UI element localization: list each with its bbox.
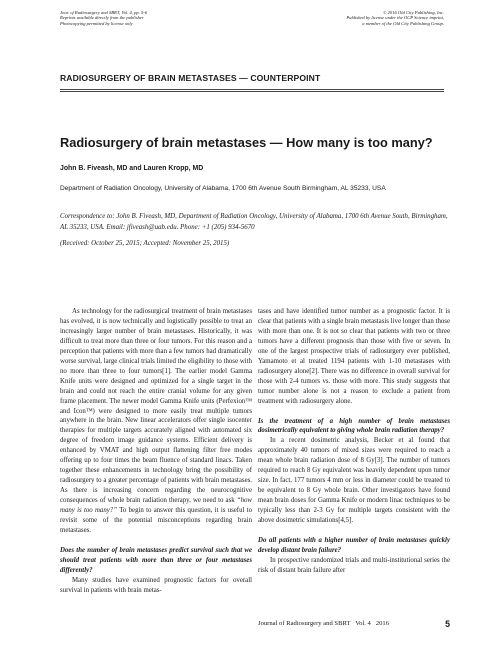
- section-rule-top: [60, 89, 444, 90]
- body-column-left: [60, 307, 252, 596]
- received-dates: (Received: October 25, 2015; Accepted: November 25, 2015): [60, 240, 230, 247]
- header-copyright: © 2016 Old City Publishing, Inc. Published by license under the OCP Science imprint, a member of the Old City Publishing Group.: [346, 10, 444, 26]
- section-question: Does the number of brain metastases predict survival such that we should treat patients with more than three or four metastases differently?: [60, 546, 252, 574]
- body-paragraph: [60, 307, 252, 536]
- article-title: Radiosurgery of brain metastases — How many is too many?: [60, 135, 433, 150]
- footer-journal: Journal of Radiosurgery and SBRT Vol. 4 2016: [258, 620, 389, 627]
- body-paragraph: In a recent dosimetric analysis, Becker et al found that approximately 40 tumors of mixed sizes were required to reach a mean whole brain radiation dose of 8 Gy[3]. The number of tumors required to reach 8 Gy equivalent was heavily dependent upon tumor size. In fact, 177 tumors 4 mm or less in diameter could be treated to be equivalent to 8 Gy whole brain. Other investigators have found mean brain doses for Gamma Knife or modern linac techniques to be typically less than 2-3 Gy for multiple targets consistent with the above dosimetric simulations[4,5].: [258, 437, 450, 525]
- section-rule-bottom: [60, 91, 444, 92]
- section-question: Do all patients with a higher number of brain metastases quickly develop distant brain failure?: [258, 537, 450, 554]
- page-footer: [258, 620, 450, 627]
- body-paragraph: In prospective randomized trials and multi-institutional series the risk of distant brain failure after: [258, 556, 450, 574]
- body-quote: “how many is too many?”: [60, 497, 252, 515]
- header-journal-info: Jour. of Radiosurgery and SBRT, Vol. 4, pp. 5-6 Reprints available directly from the publisher Photocopying permitted by license only: [60, 10, 148, 26]
- body-paragraph: Many studies have examined prognostic factors for overall survival in patients with brain metas-: [60, 576, 252, 594]
- body-text: To begin to answer this question, it is useful to revisit some of the potential misconceptions regarding brain metastases.: [60, 507, 252, 534]
- body-paragraph: tases and have identified tumor number as a prognostic factor. It is clear that patients with a single brain metastasis live longer than those with more than one. It is not so clear that patients with two or three tumors have a different prognosis than those with five or seven. In one of the largest prospective trials of radiosurgery ever published, Yamamoto et al treated 1194 patients with 1-10 metastases with radiosurgery alone[2]. There was no difference in overall survival for those with 2-4 tumors vs. those with more. This study suggests that tumor number alone is not a reason to exclude a patient from treatment with radiosurgery alone.: [258, 308, 450, 405]
- article-authors: John B. Fiveash, MD and Lauren Kropp, MD: [60, 165, 204, 172]
- section-label: RADIOSURGERY OF BRAIN METASTASES — COUNTERPOINT: [60, 73, 321, 83]
- body-column-right: [258, 307, 450, 576]
- correspondence-note: Correspondence to: John B. Fiveash, MD, Department of Radiation Oncology, University of Alabama, 1700 6th Avenue South, Birmingham, AL 35233, USA. Email: jfiveash@uab.edu. Phone: +1 (205) 934-5670: [60, 213, 448, 231]
- page-number: 5: [445, 619, 450, 629]
- section-question: Is the treatment of a high number of brain metastases dosimetrically equivalent to giving whole brain radiation therapy?: [258, 417, 450, 435]
- article-affiliation: Department of Radiation Oncology, University of Alabama, 1700 6th Avenue South Birmingham, AL 35233, USA: [60, 185, 386, 192]
- body-text: As technology for the radiosurgical treatment of brain metastases has evolved, it is now technically and logistically possible to treat an increasingly larger number of brain metastases. Historically, it was difficult to treat more than three or four tumors. For this reason and a perception that patients with more than a few tumors had dramatically worse survival, large clinical trials limited the eligibility to those with no more than three to four tumors[1]. The earlier model Gamma Knife units were designed and optimized for a single target in the brain and could not reach the entire cranial volume for any given frame placement. The newer model Gamma Knife units (Perfexion™ and Icon™) were designed to more easily treat multiple tumors anywhere in the brain. New linear accelerators offer single isocenter therapies for multiple targets accurately aligned with automated six degree of freedom image guidance systems. Efficient delivery is enhanced by VMAT and high output flattening filter free modes offering up to four times the beam fluence of standard linacs. Taken together these enhancements in technology bring the possibility of radiosurgery to a greater percentage of patients with brain metastases. As there is increasing concern regarding the neurocognitive consequences of whole brain radiation therapy, we need to ask: [60, 308, 252, 505]
